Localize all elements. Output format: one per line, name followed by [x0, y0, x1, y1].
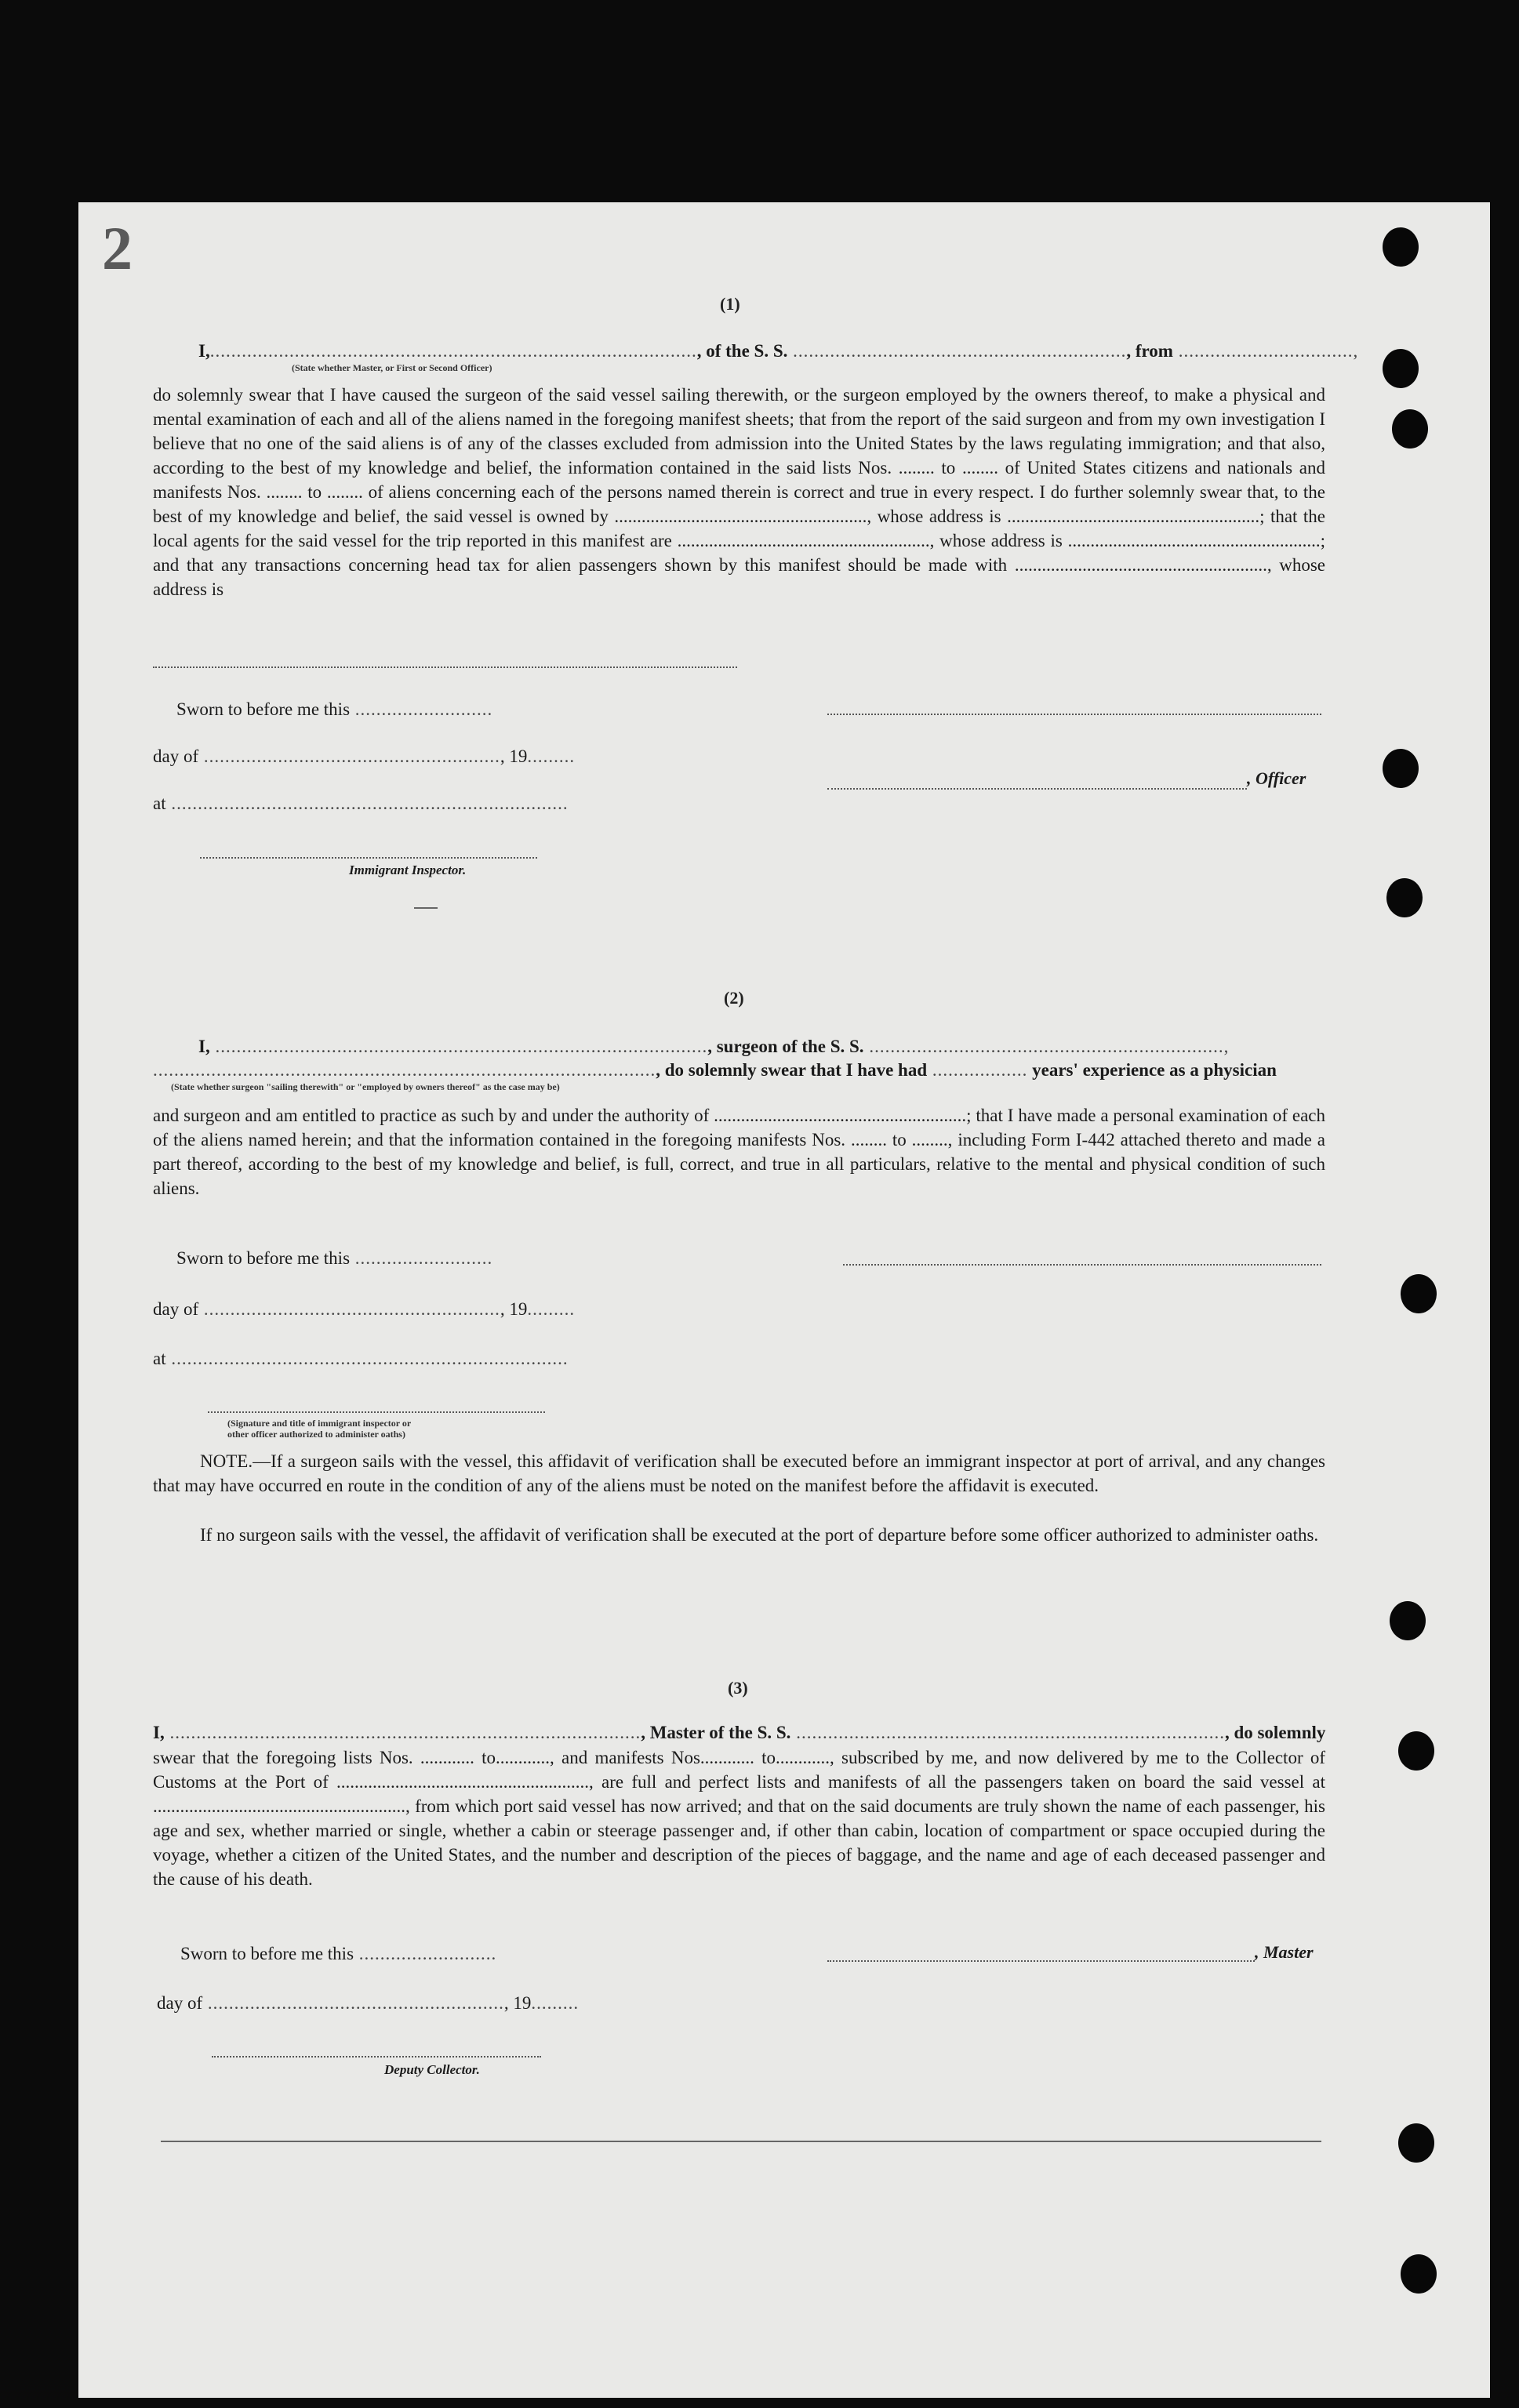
punch-hole-4: [1383, 749, 1419, 788]
section-1-number: (1): [720, 294, 740, 314]
section-1-officer: , Officer: [1247, 768, 1306, 788]
section-2-note: [153, 1449, 1325, 1498]
section-2-note-2: If no surgeon sails with the vessel, the affidavit of verification shall be executed at the port of departure before some officer authorized to administer oaths.: [200, 1525, 1319, 1545]
section-3-line-1: I, ........................................................................................., Master of the S. S. ................................................................................., do solemnly: [153, 1723, 1326, 1742]
section-3-day-label: day of: [157, 1993, 203, 2013]
punch-hole-2: [1383, 349, 1419, 388]
section-1-sworn-label: Sworn to before me this: [176, 699, 351, 719]
punch-hole-7: [1390, 1601, 1426, 1640]
punch-hole-5: [1386, 878, 1423, 917]
punch-hole-9: [1398, 2123, 1434, 2163]
note-text: —If a surgeon sails with the vessel, this affidavit of verification shall be executed before an immigrant inspector at port of arrival, and any changes that may have occurred en route in the condition of any of the aliens must be noted on the manifest before the affidavit is executed.: [153, 1451, 1325, 1495]
section-2-swear: , do solemnly swear that I have had: [656, 1060, 928, 1080]
section-2-years: years' experience as a physician: [1032, 1060, 1277, 1080]
section-3-year: , 19: [503, 1993, 532, 2013]
section-2-lead: I,: [198, 1037, 210, 1056]
punch-hole-10: [1401, 2254, 1437, 2294]
section-1-at: at ...........................................................................: [153, 794, 569, 813]
section-3-collector: Deputy Collector.: [384, 2062, 480, 2077]
section-1-short-rule: [414, 907, 438, 909]
section-1-ss: , of the S. S.: [696, 341, 788, 361]
section-1-officer-rule: [827, 788, 1247, 790]
punch-hole-3: [1392, 409, 1428, 449]
section-2-line-1: I, ............................................................................................., surgeon of the S. S. ...................................................................,: [198, 1037, 1230, 1056]
section-1-day: day of ........................................................, 19.........: [153, 746, 576, 766]
section-3-master: , Master of the S. S.: [641, 1723, 791, 1742]
section-2-day: day of ........................................................, 19.........: [153, 1299, 576, 1319]
section-1-lead: I,: [198, 341, 210, 361]
section-1-sworn: Sworn to before me this ..........................: [176, 699, 493, 719]
section-1-line-1: I,............................................................................................, of the S. S. ..............................................................., from .................................,: [198, 341, 1359, 361]
section-2-caption: (State whether surgeon "sailing therewith" or "employed by owners thereof" as the case may be): [171, 1081, 560, 1092]
section-1-inspector-rule: [200, 857, 537, 859]
note-label: NOTE.: [200, 1451, 253, 1471]
section-2-year: , 19: [500, 1299, 528, 1319]
section-1-caption: (State whether Master, or First or Second Officer): [292, 362, 492, 373]
section-2-sworn-label: Sworn to before me this: [176, 1248, 351, 1268]
section-3-sworn-label: Sworn to before me this: [180, 1944, 354, 1963]
section-3-sworn: Sworn to before me this ..........................: [180, 1944, 497, 1963]
section-2-at-label: at: [153, 1349, 166, 1368]
section-1-address-rule: [153, 666, 737, 668]
bottom-rule: [161, 2141, 1321, 2142]
section-1-body: do solemnly swear that I have caused the surgeon of the said vessel sailing therewith, or the surgeon employed by the owners thereof, to make a physical and mental examination of each and all of the aliens named in the foregoing manifest sheets; that from the report of the said surgeon and from my own investigation I believe that no one of the said aliens is of any of the classes excluded from admission into the United States by the laws regulating immigration; and that also, according to the best of my knowledge and belief, the information contained in the said lists Nos. ........ to ........ of United States citizens and nationals and manifests Nos. ........ to ........ of aliens concerning each of the persons named therein is correct and true in every respect. I do further solemnly swear that, to the best of my knowledge and belief, the said vessel is owned by ........................................................, whose address is ........................................................; that the local agents for the said vessel for the trip reported in this manifest are ........................................................, whose address is ........................................................; and that any transactions concerning head tax for alien passengers shown by this manifest should be made with ........................................................, whose address is: [153, 385, 1325, 599]
section-2-at: at ...........................................................................: [153, 1349, 569, 1368]
section-3-lead: I,: [153, 1723, 165, 1742]
section-3-body: swear that the foregoing lists Nos. ............ to............, and manifests Nos............ to............, subscribed by me, and now delivered by me to the Collector of Customs at the Port of ........................................................, are full and perfect lists and manifests of all the passengers taken on board the said vessel at ........................................................, from which port said vessel has now arrived; and that on the said documents are truly shown the name of each passenger, his age and sex, whether married or single, whether a cabin or steerage passenger and, if other than cabin, location of compartment or space occupied during the voyage, whether a citizen of the United States, and the number and description of the pieces of baggage, and the name and age of each deceased passenger and the cause of his death.: [153, 1748, 1325, 1889]
section-2-sig-caption-1: (Signature and title of immigrant inspector or: [227, 1418, 412, 1429]
section-3-collector-rule: [212, 2056, 541, 2058]
section-2-body: and surgeon and am entitled to practice as such by and under the authority of ........................................................; that I have made a personal examination of each of the aliens named herein; and that the information contained in the foregoing manifests Nos. ........ to ........, including Form I-442 attached thereto and made a part thereof, according to the best of my knowledge and belief, is full, correct, and true in all particulars, relative to the mental and physical condition of such aliens.: [153, 1106, 1325, 1198]
punch-hole-1: [1383, 227, 1419, 267]
section-2-surgeon: , surgeon of the S. S.: [707, 1037, 864, 1056]
section-1-inspector: Immigrant Inspector.: [349, 863, 467, 877]
section-2-number: (2): [724, 988, 744, 1008]
section-3-master-rule: [827, 1960, 1255, 1962]
section-1-year: , 19: [500, 746, 528, 766]
punch-hole-8: [1398, 1731, 1434, 1771]
section-1-sworn-rule-right: [827, 714, 1321, 715]
section-2-day-label: day of: [153, 1299, 199, 1319]
section-1-day-label: day of: [153, 746, 199, 766]
section-2-sig-rule: [208, 1411, 545, 1413]
punch-hole-6: [1401, 1274, 1437, 1313]
section-2-sworn: Sworn to before me this ..........................: [176, 1248, 493, 1268]
section-1-from: , from: [1126, 341, 1173, 361]
section-3-solemnly: , do solemnly: [1224, 1723, 1326, 1742]
section-2-sworn-rule-right: [843, 1264, 1321, 1266]
section-3-master-sig: , Master: [1255, 1942, 1314, 1962]
section-3-number: (3): [728, 1678, 748, 1698]
section-2-sig-caption-2: other officer authorized to administer oaths): [227, 1429, 405, 1440]
section-1-at-label: at: [153, 794, 166, 813]
margin-mark: 2: [102, 214, 129, 282]
section-2-line-2: ..............................................................................................., do solemnly swear that I have had .................. years' experience as a physician: [153, 1060, 1277, 1080]
section-3-day: day of ........................................................, 19.........: [157, 1993, 580, 2013]
